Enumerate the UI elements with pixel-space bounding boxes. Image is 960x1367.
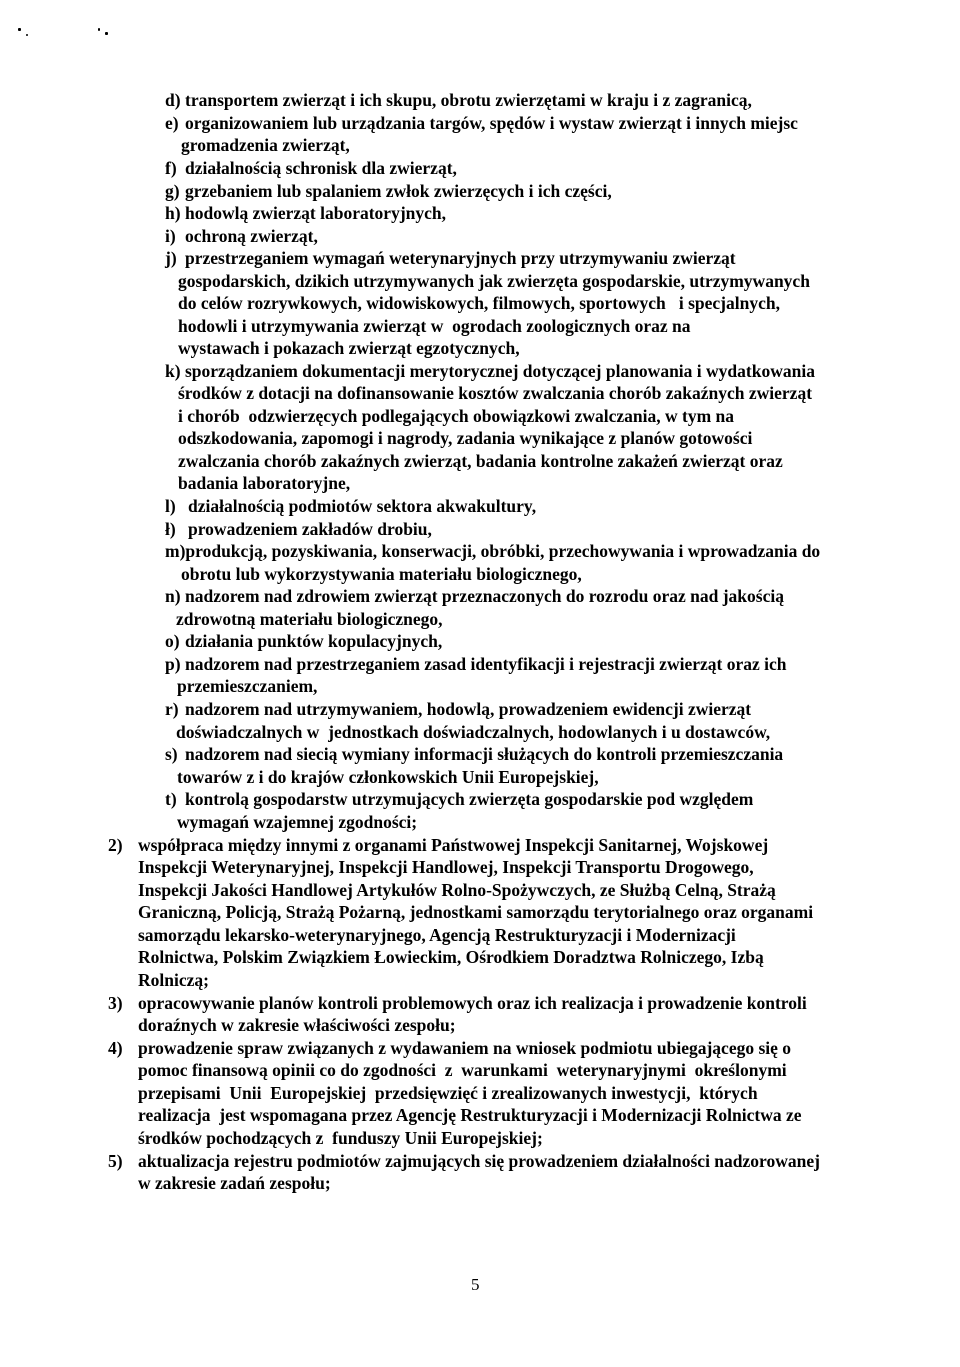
numbered-item-line: w zakresie zadań zespołu;: [138, 1173, 331, 1193]
list-item-first-line: [165, 631, 442, 651]
list-item-first-line: [165, 226, 318, 246]
list-item-text: działalnością schronisk dla zwierząt,: [185, 158, 457, 178]
list-item-label: n): [165, 586, 181, 606]
list-item-text: przestrzeganiem wymagań weterynaryjnych przy utrzymywaniu zwierząt: [185, 248, 736, 268]
list-item-label: k): [165, 361, 181, 381]
list-item-label: s): [165, 744, 178, 764]
numbered-item-line: pomoc finansową opinii co do zgodności z warunkami weterynaryjnymi określonymi: [138, 1060, 787, 1080]
list-item-label: r): [165, 699, 179, 719]
list-item-line: zdrowotną materiału biologicznego,: [176, 609, 443, 629]
list-item-line: gromadzenia zwierząt,: [181, 135, 350, 155]
numbered-item-line: Inspekcji Jakości Handlowej Artykułów Rolno-Spożywczych, ze Służbą Celną, Strażą: [138, 880, 776, 900]
numbered-item-text: prowadzenie spraw związanych z wydawaniem na wniosek podmiotu ubiegającego się o: [138, 1038, 792, 1058]
numbered-item-text: aktualizacja rejestru podmiotów zajmujących się prowadzeniem działalności nadzorowanej: [138, 1151, 820, 1171]
list-item-label: h): [165, 203, 181, 223]
list-item-line: hodowli i utrzymywania zwierząt w ogrodach zoologicznych oraz na: [178, 316, 691, 336]
list-item-label: m): [165, 541, 186, 561]
numbered-item-line: Inspekcji Weterynaryjnej, Inspekcji Handlowej, Inspekcji Transportu Drogowego,: [138, 857, 754, 877]
numbered-item-label: 5): [108, 1151, 123, 1171]
list-item-line: towarów z i do krajów członkowskich Unii Europejskiej,: [177, 767, 599, 787]
list-item-line: doświadczalnych w jednostkach doświadczalnych, hodowlanych i u dostawców,: [176, 722, 771, 742]
numbered-item-line: Rolniczą;: [138, 970, 209, 990]
list-item-text: nadzorem nad zdrowiem zwierząt przeznaczonych do rozrodu oraz nad jakością: [185, 586, 784, 606]
list-item-text: nadzorem nad siecią wymiany informacji służących do kontroli przemieszczania: [185, 744, 784, 764]
numbered-item-line: przepisami Unii Europejskiej przedsięwzięć i zrealizowanych inwestycji, których: [138, 1083, 758, 1103]
list-item-line: i chorób odzwierzęcych podlegających obowiązkowi zwalczania, w tym na: [178, 406, 735, 426]
list-item-text: organizowaniem lub urządzania targów, spędów i wystaw zwierząt i innych miejsc: [185, 113, 798, 133]
numbered-item-label: 2): [108, 835, 123, 855]
list-item-text: ochroną zwierząt,: [185, 226, 318, 246]
list-item-line: wymagań wzajemnej zgodności;: [177, 812, 418, 832]
list-item-first-line: [165, 654, 786, 674]
list-item-line: środków z dotacji na dofinansowanie kosztów zwalczania chorób zakaźnych zwierząt: [178, 383, 813, 403]
numbered-item-line: samorządu lekarsko-weterynaryjnego, Agencją Restrukturyzacji i Modernizacji: [138, 925, 736, 945]
list-item-first-line: [165, 203, 446, 223]
list-item-text: działalnością podmiotów sektora akwakultury,: [188, 496, 537, 516]
list-item-label: j): [165, 248, 177, 268]
list-item-first-line: [165, 789, 753, 809]
list-item-first-line: [165, 744, 783, 764]
list-item-line: zwalczania chorób zakaźnych zwierząt, badania kontrolne zakażeń zwierząt oraz: [178, 451, 783, 471]
list-item-first-line: [165, 90, 752, 110]
list-item-text: działania punktów kopulacyjnych,: [185, 631, 443, 651]
list-item-label: t): [165, 789, 177, 809]
numbered-item-text: współpraca między innymi z organami Państwowej Inspekcji Sanitarnej, Wojskowej: [138, 835, 769, 855]
list-item-text: produkcją, pozyskiwania, konserwacji, obróbki, przechowywania i wprowadzania do: [185, 541, 821, 561]
scan-artifact: [18, 28, 21, 31]
list-item-first-line: [165, 586, 784, 606]
list-item-text: nadzorem nad przestrzeganiem zasad identyfikacji i rejestracji zwierząt oraz ich: [185, 654, 787, 674]
list-item-first-line: [165, 181, 612, 201]
list-item-first-line: [165, 158, 457, 178]
list-item-line: odszkodowania, zapomogi i nagrody, zadania wynikające z planów gotowości: [178, 428, 753, 448]
list-item-text: kontrolą gospodarstw utrzymujących zwierzęta gospodarskie pod względem: [185, 789, 754, 809]
list-item-label: e): [165, 113, 179, 133]
list-item-text: nadzorem nad utrzymywaniem, hodowlą, prowadzeniem ewidencji zwierząt: [185, 699, 752, 719]
list-item-label: i): [165, 226, 176, 246]
numbered-item-first-line: [108, 1038, 791, 1058]
list-item-first-line: [165, 541, 820, 561]
numbered-item-first-line: [108, 835, 768, 855]
list-item-line: badania laboratoryjne,: [178, 473, 351, 493]
list-item-text: hodowlą zwierząt laboratoryjnych,: [185, 203, 447, 223]
list-item-label: g): [165, 181, 180, 201]
numbered-item-text: opracowywanie planów kontroli problemowych oraz ich realizacja i prowadzenie kontroli: [138, 993, 807, 1013]
list-item-line: wystawach i pokazach zwierząt egzotycznych,: [178, 338, 520, 358]
numbered-item-line: doraźnych w zakresie właściwości zespołu;: [138, 1015, 456, 1035]
list-item-first-line: [165, 519, 432, 539]
numbered-item-first-line: [108, 1151, 820, 1171]
list-item-first-line: [165, 361, 815, 381]
list-item-label: d): [165, 90, 181, 110]
numbered-item-line: środków pochodzących z funduszy Unii Europejskiej;: [138, 1128, 543, 1148]
list-item-text: grzebaniem lub spalaniem zwłok zwierzęcych i ich części,: [185, 181, 612, 201]
list-item-first-line: [165, 113, 798, 133]
list-item-first-line: [165, 248, 736, 268]
numbered-item-line: realizacja jest wspomagana przez Agencję Restrukturyzacji i Modernizacji Rolnictwa ze: [138, 1105, 802, 1125]
list-item-text: sporządzaniem dokumentacji merytorycznej dotyczącej planowania i wydatkowania: [185, 361, 815, 381]
list-item-line: gospodarskich, dzikich utrzymywanych jak zwierzęta gospodarskie, utrzymywanych: [178, 271, 810, 291]
list-item-first-line: [165, 699, 751, 719]
list-item-first-line: [165, 496, 536, 516]
scan-artifact: [105, 32, 108, 35]
list-item-line: do celów rozrywkowych, widowiskowych, filmowych, sportowych i specjalnych,: [178, 293, 780, 313]
numbered-item-first-line: [108, 993, 807, 1013]
list-item-text: transportem zwierząt i ich skupu, obrotu zwierzętami w kraju i z zagranicą,: [185, 90, 752, 110]
numbered-item-line: Graniczną, Policją, Strażą Pożarną, jednostkami samorządu terytorialnego oraz organami: [138, 902, 814, 922]
list-item-label: f): [165, 158, 177, 178]
list-item-label: p): [165, 654, 181, 674]
numbered-item-line: Rolnictwa, Polskim Związkiem Łowieckim, Ośrodkiem Doradztwa Rolniczego, Izbą: [138, 947, 764, 967]
list-item-text: prowadzeniem zakładów drobiu,: [188, 519, 432, 539]
list-item-line: obrotu lub wykorzystywania materiału biologicznego,: [181, 564, 582, 584]
numbered-item-label: 3): [108, 993, 123, 1013]
page-number: 5: [471, 1275, 480, 1294]
list-item-label: o): [165, 631, 180, 651]
list-item-label: ł): [165, 519, 176, 539]
list-item-line: przemieszczaniem,: [177, 676, 318, 696]
scan-artifact: [98, 28, 100, 31]
scan-artifact: [26, 34, 28, 36]
list-item-label: l): [165, 496, 176, 516]
numbered-item-label: 4): [108, 1038, 123, 1058]
